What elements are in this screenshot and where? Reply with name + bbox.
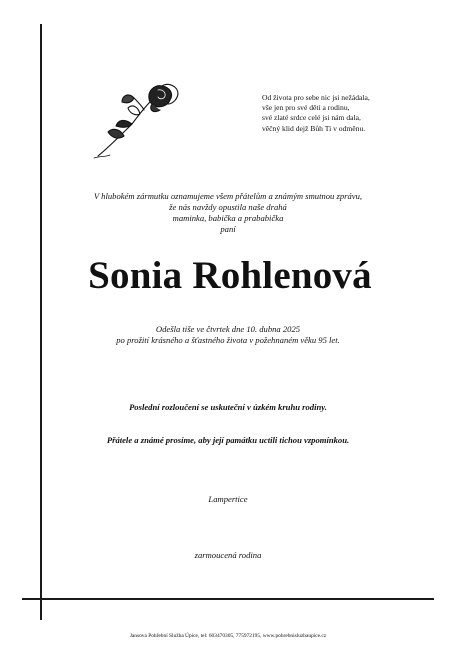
death-details xyxy=(60,324,396,346)
death-line: Odešla tiše ve čtvrtek dne 10. dubna 2025 xyxy=(155,324,301,334)
funeral-service-footer: Jansova Pohřební Služba Úpice, tel: 603470305, 775972195, www.pohrebnisluzbaupice.cz xyxy=(129,633,327,639)
verse-line: své zlaté srdce celé jsi nám dala, xyxy=(262,113,361,123)
place-name: Lampertice xyxy=(208,494,248,504)
deceased-name: Sonia Rohlenová xyxy=(88,254,372,297)
death-line: po prožití krásného a šťastného života v požehnaném věku 95 let. xyxy=(116,335,340,345)
intro-line: že nás navždy opustila naše drahá xyxy=(169,202,287,212)
funeral-notice: Poslední rozloučení se uskuteční v úzkém kruhu rodiny. xyxy=(129,402,327,412)
vertical-border-line xyxy=(40,24,42,620)
verse-line: Od života pro sebe nic jsi nežádala, xyxy=(262,93,370,102)
horizontal-border-line xyxy=(22,598,434,600)
memorial-verse xyxy=(262,93,422,134)
intro-line: paní xyxy=(220,224,236,234)
verse-line: vše jen pro své děti a rodinu, xyxy=(262,103,350,113)
remembrance-request: Přátele a známé prosíme, aby její památku uctili tichou vzpomínkou. xyxy=(106,435,350,445)
intro-line: V hlubokém zármutku oznamujeme všem přátelům a známým smutnou zprávu, xyxy=(93,191,363,201)
announcement-intro xyxy=(60,191,396,235)
verse-line: věčný klid dejž Bůh Ti v odměnu. xyxy=(262,123,366,133)
intro-line: maminka, babička a prababička xyxy=(172,213,284,223)
rose-icon xyxy=(88,80,188,162)
family-signature: zarmoucená rodina xyxy=(194,550,262,560)
